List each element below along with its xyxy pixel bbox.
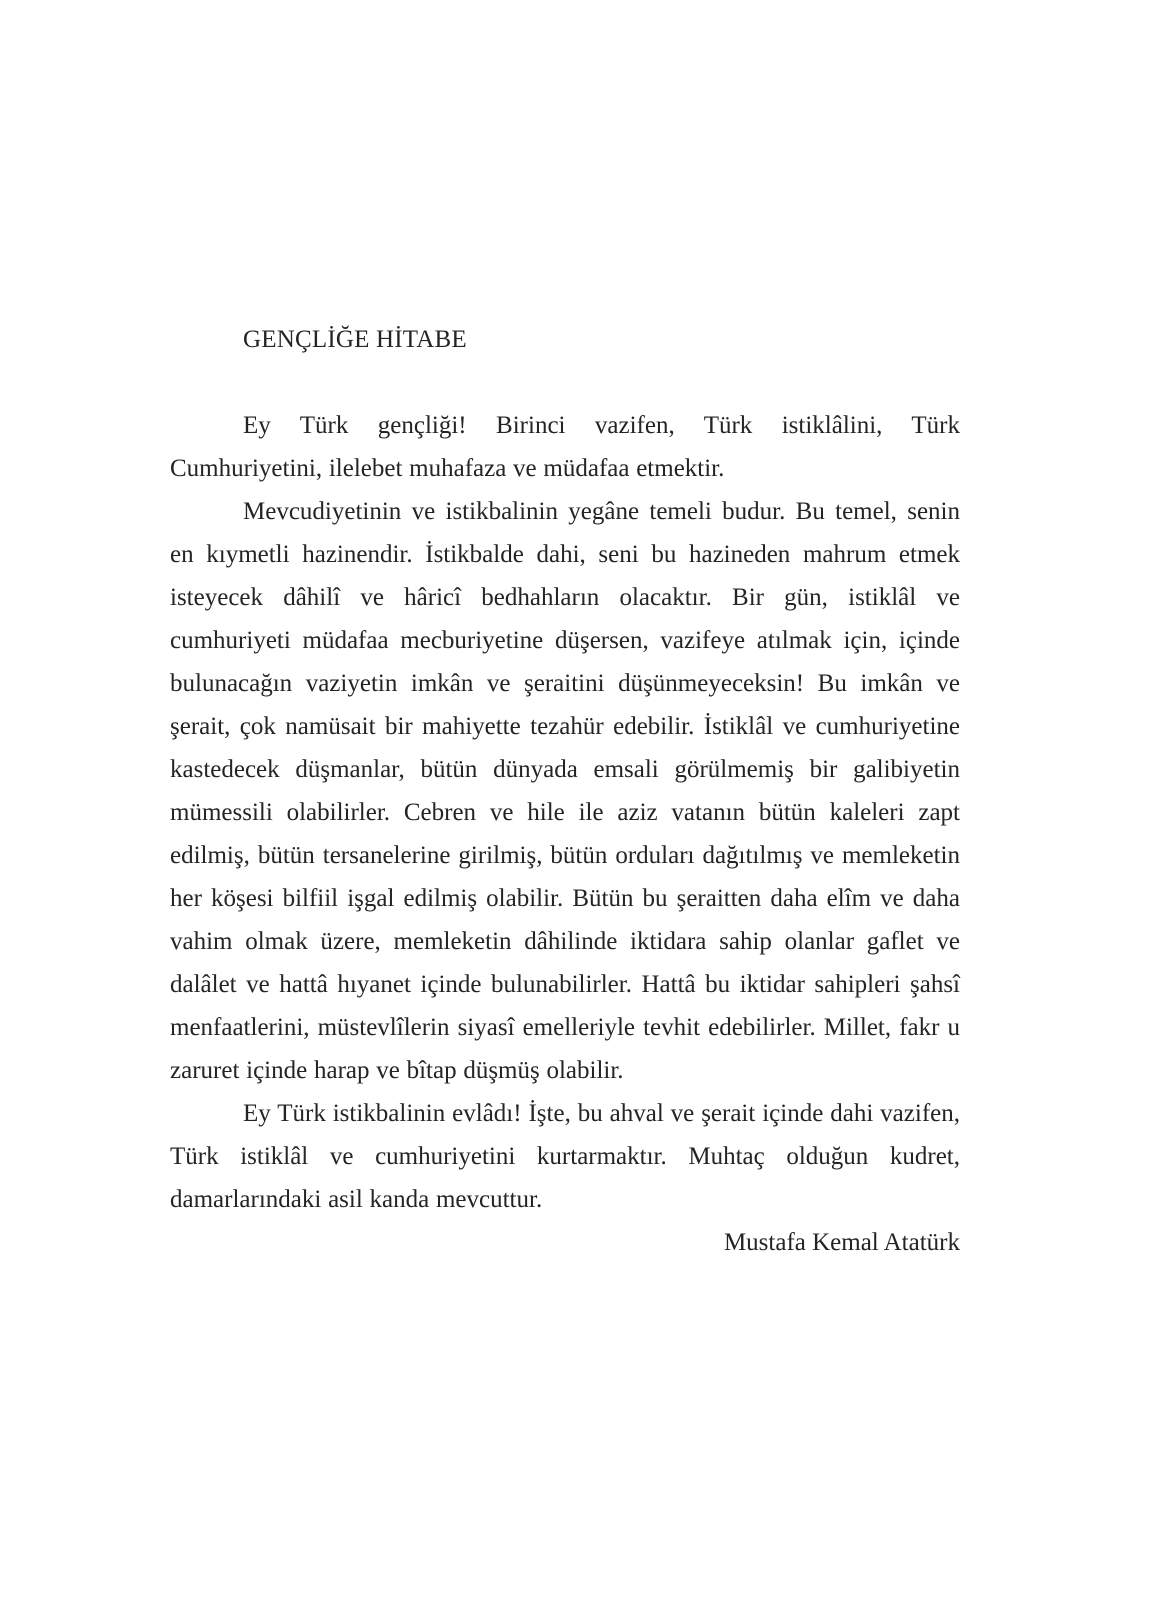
- paragraph-closing: Ey Türk istikbalinin evlâdı! İşte, bu ahval ve şerait içinde dahi vazifen, Türk istiklâl ve cumhuriyetini kurtarmaktır. Muhtaç olduğun kudret, damarlarındaki asil kanda mevcuttur.: [170, 1100, 960, 1213]
- paragraph-opening: Ey Türk gençliği! Birinci vazifen, Türk istiklâlini, Türk Cumhuriyetini, ilelebet muhafaza ve müdafaa etmektir.: [170, 412, 960, 482]
- document-title: GENÇLİĞE HİTABE: [243, 326, 467, 353]
- paragraph-body: Mevcudiyetinin ve istikbalinin yegâne temeli budur. Bu temel, senin en kıymetli hazinendir. İstikbalde dahi, seni bu hazineden mahrum etmek isteyecek dâhilî ve hâricî bedhahların olacaktır. Bir gün, istiklâl ve cumhuriyeti müdafaa mecburiyetine düşersen, vazifeye atılmak için, içinde bulunacağın vaziyetin imkân ve şeraitini düşünmeyeceksin! Bu imkân ve şerait, çok namüsait bir mahiyette tezahür edebilir. İstiklâl ve cumhuriyetine kastedecek düşmanlar, bütün dünyada emsali görülmemiş bir galibiyetin mümessili olabilirler. Cebren ve hile ile aziz vatanın bütün kaleleri zapt edilmiş, bütün tersanelerine girilmiş, bütün orduları dağıtılmış ve memleketin her köşesi bilfiil işgal edilmiş olabilir. Bütün bu şeraitten daha elîm ve daha vahim olmak üzere, memleketin dâhilinde iktidara sahip olanlar gaflet ve dalâlet ve hattâ hıyanet içinde bulunabilirler. Hattâ bu iktidar sahipleri şahsî menfaatlerini, müstevlîlerin siyasî emelleriyle tevhit edebilirler. Millet, fakr u zaruret içinde harap ve bîtap düşmüş olabilir.: [170, 498, 960, 1084]
- signature: Mustafa Kemal Atatürk: [723, 1229, 960, 1256]
